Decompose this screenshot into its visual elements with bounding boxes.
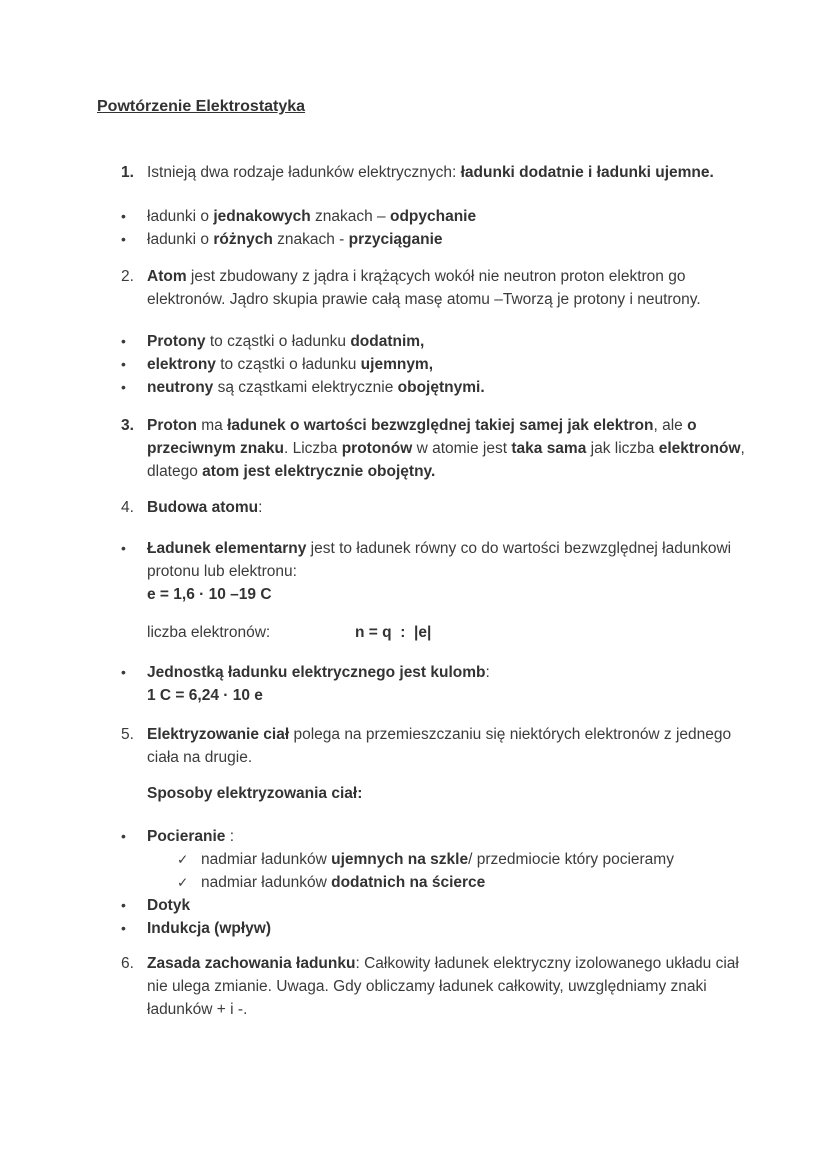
text-line [147, 952, 739, 975]
text-segment: ujemnym, [360, 356, 434, 373]
text-line [147, 288, 701, 311]
block-text [147, 723, 731, 769]
block-text [147, 265, 701, 311]
block-text [147, 825, 234, 848]
block-text [147, 353, 433, 376]
block-text [147, 228, 443, 251]
block-text [147, 621, 431, 644]
text-segment: polega na przemieszczaniu się niektórych elektronów z jednego [289, 726, 732, 743]
text-line [147, 330, 424, 353]
text-segment: to cząstki o ładunku [205, 333, 351, 350]
document-blocks [97, 161, 758, 1021]
text-segment: Pocieranie [147, 828, 226, 845]
text-segment: taka sama [511, 440, 587, 457]
bullet-icon: • [121, 664, 126, 680]
text-segment: przyciąganie [348, 231, 443, 248]
text-segment: , ale [653, 417, 688, 434]
text-segment: w atomie jest [412, 440, 512, 457]
text-segment: ładunek o wartości bezwzględnej takiej samej jak elektron [227, 417, 654, 434]
text-line [147, 414, 745, 437]
text-segment: Jednostką ładunku elektrycznego jest kulomb [147, 664, 486, 681]
item-5 [97, 723, 758, 769]
text-segment: znakach – [310, 208, 390, 225]
bullet-dotyk [97, 894, 758, 917]
bullet-icon: • [121, 231, 126, 247]
text-line [147, 353, 433, 376]
bullet-protony [97, 330, 758, 353]
row-liczba-elektronow [97, 621, 758, 644]
item-6 [97, 952, 758, 1021]
text-segment: ma [196, 417, 228, 434]
bullet-elektrony [97, 353, 758, 376]
text-segment: neutrony [147, 379, 214, 396]
text-segment: ładunki o [147, 208, 214, 225]
bullet-pocieranie [97, 825, 758, 848]
bullet-neutrony [97, 376, 758, 399]
bullet-indukcja [97, 917, 758, 940]
text-line [147, 723, 731, 746]
text-segment: Proton [147, 417, 197, 434]
text-line [147, 621, 431, 644]
bullet-jednostka-kulomb [97, 661, 758, 707]
text-segment: dodatnich na ścierce [331, 874, 486, 891]
text-segment: : [225, 828, 235, 845]
text-line [147, 265, 701, 288]
text-segment: ładunków + i -. [147, 1001, 248, 1018]
text-line [147, 228, 443, 251]
text-segment: Ładunek elementarny [147, 540, 307, 557]
bullet-jednakowe-znaki [97, 205, 758, 228]
item-3 [97, 414, 758, 483]
text-line [147, 917, 271, 940]
text-segment: , [740, 440, 745, 457]
text-segment: są cząstkami elektrycznie [213, 379, 398, 396]
block-text [147, 205, 476, 228]
text-line [147, 437, 745, 460]
text-segment: obojętnymi. [397, 379, 485, 396]
list-number-marker: 3. [121, 417, 134, 434]
text-segment: ładunki dodatnie i ładunki ujemne. [460, 164, 714, 181]
text-segment: różnych [213, 231, 273, 248]
text-segment: Atom [147, 268, 187, 285]
block-text [147, 894, 190, 917]
text-line [147, 460, 745, 483]
bullet-rozne-znaki [97, 228, 758, 251]
block-text [147, 917, 271, 940]
text-segment: liczba elektronów: [147, 624, 271, 641]
text-segment: Zasada zachowania ładunku [147, 955, 356, 972]
text-segment: dodatnim, [350, 333, 425, 350]
bullet-icon: • [121, 828, 126, 844]
block-text [147, 330, 424, 353]
text-segment: o [687, 417, 697, 434]
page-title: Powtórzenie Elektrostatyka [97, 98, 306, 115]
text-segment: Protony [147, 333, 206, 350]
text-segment: elektronów [658, 440, 741, 457]
text-segment: ujemnych na szkle [331, 851, 469, 868]
text-line [147, 746, 731, 769]
text-segment: Dotyk [147, 897, 191, 914]
text-segment: Elektryzowanie ciał [147, 726, 290, 743]
text-segment: przeciwnym znaku [147, 440, 284, 457]
text-segment: Budowa atomu [147, 499, 259, 516]
text-segment: nadmiar ładunków [201, 874, 332, 891]
list-number-marker: 6. [121, 955, 134, 972]
item-1 [97, 161, 758, 184]
text-line [147, 496, 262, 519]
block-text [147, 414, 745, 483]
text-segment: elektronów. Jądro skupia prawie całą masę atomu –Tworzą je protony i neutrony. [147, 291, 701, 308]
text-segment: 1 C = 6,24 · 10 e [147, 687, 263, 704]
block-text [201, 848, 674, 871]
list-number-marker: 1. [121, 164, 134, 181]
text-line [147, 161, 714, 184]
list-number-marker: 5. [121, 726, 134, 743]
text-line [147, 782, 362, 805]
text-line [147, 560, 731, 583]
text-line [147, 684, 490, 707]
bullet-icon: • [121, 333, 126, 349]
text-segment: jest zbudowany z jądra i krążących wokół nie neutron proton elektron go [186, 268, 686, 285]
text-segment: jest to ładunek równy co do wartości bezwzględnej ładunkowi [306, 540, 732, 557]
text-segment: odpychanie [389, 208, 477, 225]
text-segment: ciała na drugie. [147, 749, 253, 766]
text-segment: : [258, 499, 263, 516]
bullet-icon: • [121, 379, 126, 395]
text-segment: to cząstki o ładunku [215, 356, 361, 373]
item-2 [97, 265, 758, 311]
text-segment: elektrony [147, 356, 216, 373]
text-line [201, 871, 485, 894]
text-segment: e = 1,6 · 10 –19 C [147, 586, 272, 603]
list-number-marker: 4. [121, 499, 134, 516]
block-text [147, 161, 714, 184]
list-number-marker: 2. [121, 268, 134, 285]
text-line [147, 894, 190, 917]
bullet-ladunek-elementarny [97, 537, 758, 606]
text-segment: . Liczba [283, 440, 342, 457]
bullet-icon: • [121, 920, 126, 936]
text-segment: : [485, 664, 490, 681]
text-segment: n = q : |e| [355, 624, 432, 641]
heading-sposoby [97, 782, 758, 805]
block-text [147, 661, 490, 707]
text-segment: atom jest elektrycznie obojętny. [202, 463, 436, 480]
check-dodatnie-na-scierce [97, 871, 758, 894]
text-segment: protonu lub elektronu: [147, 563, 297, 580]
text-segment: protonów [341, 440, 413, 457]
block-text [147, 376, 485, 399]
block-text [147, 537, 731, 606]
text-line [147, 825, 234, 848]
bullet-icon: • [121, 356, 126, 372]
text-line [201, 848, 674, 871]
check-ujemne-na-szkle [97, 848, 758, 871]
text-line [147, 376, 485, 399]
bullet-icon: • [121, 897, 126, 913]
text-segment: : Całkowity ładunek elektryczny izolowanego układu ciał [355, 955, 739, 972]
text-segment: nie ulega zmianie. Uwaga. Gdy obliczamy ładunek całkowity, uwzględniamy znaki [147, 978, 707, 995]
text-segment: dlatego [147, 463, 203, 480]
text-segment: Indukcja (wpływ) [147, 920, 272, 937]
bullet-icon: • [121, 540, 126, 556]
text-segment: Sposoby elektryzowania ciał: [147, 785, 363, 802]
bullet-icon: • [121, 208, 126, 224]
block-text [201, 871, 485, 894]
text-segment: jednakowych [213, 208, 311, 225]
block-text [147, 496, 262, 519]
text-segment: jak liczba [586, 440, 659, 457]
text-line [147, 661, 490, 684]
text-segment: znakach - [272, 231, 349, 248]
text-line [147, 998, 739, 1021]
text-segment: Istnieją dwa rodzaje ładunków elektrycznych: [147, 164, 461, 181]
text-line [147, 537, 731, 560]
text-segment: nadmiar ładunków [201, 851, 332, 868]
text-line [147, 205, 476, 228]
block-text [147, 782, 362, 805]
text-line [147, 975, 739, 998]
text-segment: / przedmiocie który pocieramy [468, 851, 674, 868]
block-text [147, 952, 739, 1021]
check-icon: ✓ [177, 875, 189, 890]
text-line [147, 583, 731, 606]
check-icon: ✓ [177, 852, 189, 867]
item-4 [97, 496, 758, 519]
text-segment: ładunki o [147, 231, 214, 248]
